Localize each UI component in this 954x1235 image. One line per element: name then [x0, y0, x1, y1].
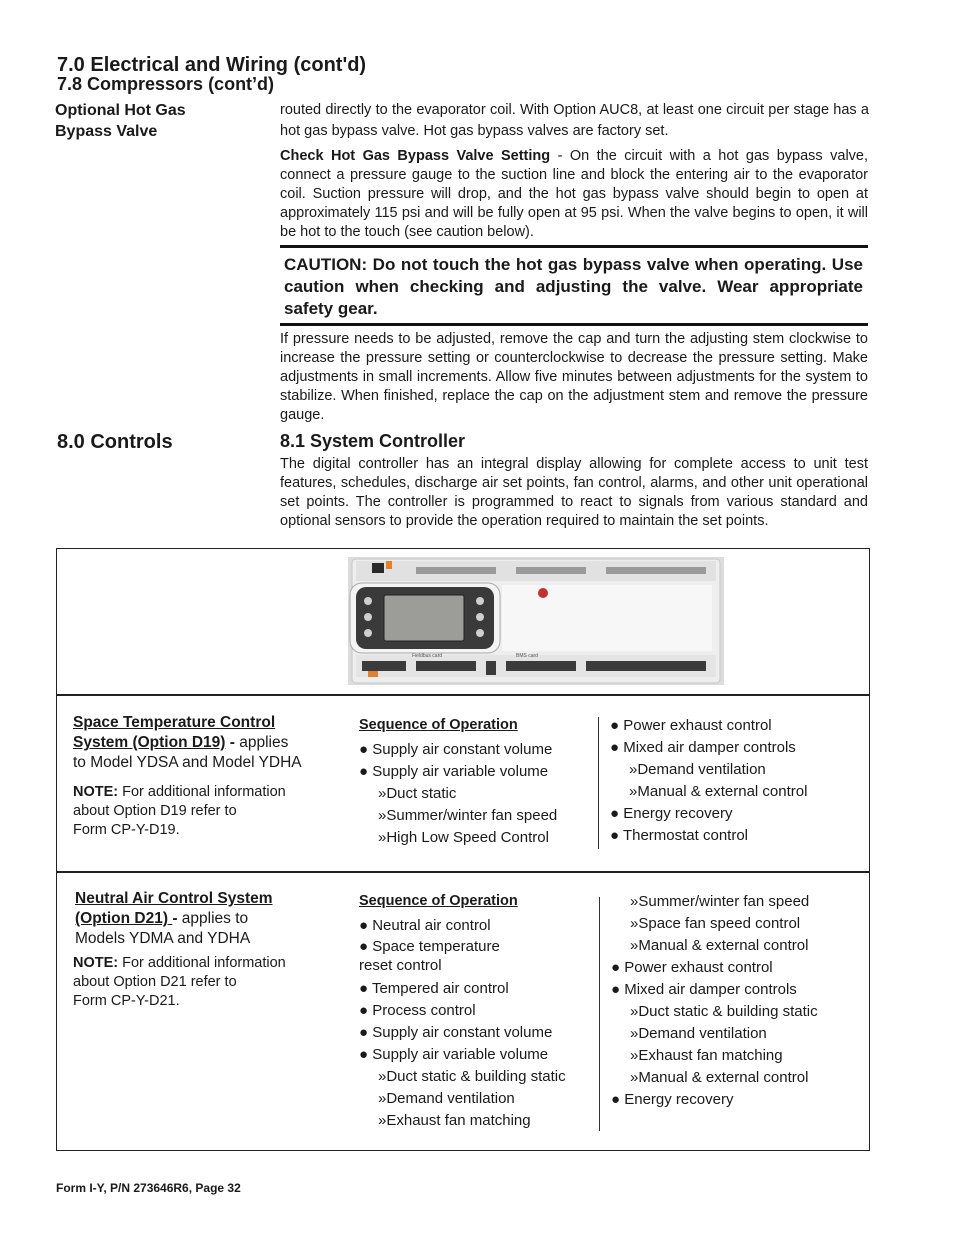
sequence-item: ● Energy recovery: [610, 805, 733, 822]
sequence-item: ● Neutral air control: [359, 917, 491, 934]
option-d19-title-line2: System (Option D19): [73, 734, 226, 751]
sequence-item: ● Process control: [359, 1002, 476, 1019]
option-d21-sequence-list-2: [611, 891, 861, 1111]
check-setting-text: - On the circuit with a hot gas bypass valve, connect a pressure gauge to the suction line and block the entering air to the evaporator coil. Suction pressure will drop, and the hot gas bypass valve should begin to open at approximately 115 psi and will be fully open at 95 psi. When the valve begins to open, it will be hot to the touch (see caution below).: [280, 148, 869, 240]
note-label: NOTE:: [73, 955, 119, 971]
controls-heading: 8.0 Controls: [57, 431, 173, 453]
option-d21-sequence-list-1: [359, 915, 589, 1132]
option-d19-title-line1: Space Temperature Control: [73, 714, 276, 731]
sequence-item: »Summer/winter fan speed: [630, 893, 810, 910]
sequence-item: »Demand ventilation: [630, 1025, 767, 1042]
caution-top-rule: [280, 245, 868, 248]
sequence-item: ● Power exhaust control: [610, 717, 772, 734]
sequence-item: ● Power exhaust control: [611, 959, 773, 976]
note-text: about Option D21 refer to: [73, 974, 237, 990]
column-divider: [599, 897, 600, 1131]
system-controller-paragraph: The digital controller has an integral display allowing for complete access to unit test features, schedules, discharge air set points, fan control, alarms, and other unit operational set points. The controller is programmed to react to signals from various standard and optional sensors to provide the operation required to maintain the set points.: [280, 456, 868, 529]
option-d19-applies-1: applies: [239, 734, 289, 751]
sequence-item: ● Mixed air damper controls: [610, 739, 796, 756]
sequence-item: »Space fan speed control: [630, 915, 801, 932]
option-d19-description: [73, 713, 353, 773]
option-d21-applies-2: Models YDMA and YDHA: [75, 930, 251, 947]
sequence-item: »Summer/winter fan speed: [378, 807, 558, 824]
option-d19-dash: -: [225, 734, 240, 751]
hot-gas-intro-paragraph: routed directly to the evaporator coil. With Option AUC8, at least one circuit per stage has a hot gas bypass valve. Hot gas bypass valves are factory set.: [280, 102, 869, 139]
option-d19-sequence-heading: Sequence of Operation: [359, 717, 518, 733]
sequence-item: »Duct static & building static: [378, 1068, 566, 1085]
digital-controller-image: [346, 557, 726, 685]
sequence-item: ● Energy recovery: [611, 1091, 734, 1108]
sequence-item: »Manual & external control: [629, 783, 808, 800]
option-d19-sequence-list-1: [359, 739, 589, 849]
option-d21-note: [73, 954, 353, 1011]
note-text: For additional information: [118, 955, 286, 971]
option-d21-applies-1: applies to: [181, 910, 249, 927]
fieldbus-card-label: Fieldbus card: [412, 653, 443, 659]
check-setting-paragraph: [280, 147, 868, 242]
note-form-reference: Form CP-Y-D21.: [73, 993, 180, 1009]
sequence-item: »Manual & external control: [630, 1069, 809, 1086]
note-text: For additional information: [118, 784, 286, 800]
controller-image-panel: [56, 548, 870, 696]
option-d21-panel: [56, 871, 870, 1151]
sequence-item: ● Space temperature reset control: [359, 938, 500, 974]
note-label: NOTE:: [73, 784, 119, 800]
sequence-item: ● Supply air variable volume: [359, 763, 549, 780]
sequence-item: »Duct static: [378, 785, 457, 802]
page-footer: Form I-Y, P/N 273646R6, Page 32: [56, 1181, 241, 1195]
sequence-item: »Duct static & building static: [630, 1003, 818, 1020]
sequence-item: »Exhaust fan matching: [630, 1047, 783, 1064]
sequence-item: ● Supply air variable volume: [359, 1046, 549, 1063]
sequence-item: »Demand ventilation: [378, 1090, 515, 1107]
side-heading-hot-gas: [55, 100, 186, 142]
option-d21-title-line2: (Option D21): [75, 910, 173, 927]
sequence-item: »Exhaust fan matching: [378, 1112, 531, 1129]
sequence-item: ● Tempered air control: [359, 980, 509, 997]
sequence-item: »High Low Speed Control: [378, 829, 549, 846]
side-heading-line: Bypass Valve: [55, 123, 158, 140]
option-d19-note: [73, 783, 353, 840]
option-d21-sequence-heading: Sequence of Operation: [359, 893, 518, 909]
bms-card-label: BMS card: [516, 653, 538, 659]
adjustment-paragraph: If pressure needs to be adjusted, remove the cap and turn the adjusting stem clockwise to increase the pressure setting or counterclockwise to decrease the pressure setting. Make adjustments in small increments. Allow five minutes between adjustments for the system to stabilize. When finished, replace the cap on the adjustment stem and remove the pressure gauge.: [280, 331, 868, 423]
subsection-title: 7.8 Compressors (cont’d): [57, 74, 275, 94]
option-d19-sequence-list-2: [610, 715, 860, 847]
column-divider: [598, 717, 599, 849]
note-form-reference: Form CP-Y-D19.: [73, 822, 180, 838]
sequence-item: ● Thermostat control: [610, 827, 749, 844]
sequence-item: »Manual & external control: [630, 937, 809, 954]
caution-text: CAUTION: Do not touch the hot gas bypass valve when operating. Use caution when checking and adjusting the valve. Wear appropriate safety gear.: [284, 255, 863, 318]
option-d21-title-line1: Neutral Air Control System: [75, 890, 273, 907]
caution-bottom-rule: [280, 323, 868, 326]
sequence-item: ● Mixed air damper controls: [611, 981, 797, 998]
sequence-item: ● Supply air constant volume: [359, 1024, 553, 1041]
option-d19-applies-2: to Model YDSA and Model YDHA: [73, 754, 302, 771]
sequence-item: ● Supply air constant volume: [359, 741, 553, 758]
option-d21-dash: -: [172, 910, 182, 927]
section-title: 7.0 Electrical and Wiring (cont'd): [57, 54, 367, 76]
note-text: about Option D19 refer to: [73, 803, 237, 819]
check-setting-label: Check Hot Gas Bypass Valve Setting: [280, 148, 551, 164]
option-d21-description: [75, 889, 355, 949]
side-heading-line: Optional Hot Gas: [55, 102, 186, 119]
system-controller-heading: 8.1 System Controller: [280, 431, 466, 451]
option-d19-panel: [56, 694, 870, 873]
sequence-item: »Demand ventilation: [629, 761, 766, 778]
